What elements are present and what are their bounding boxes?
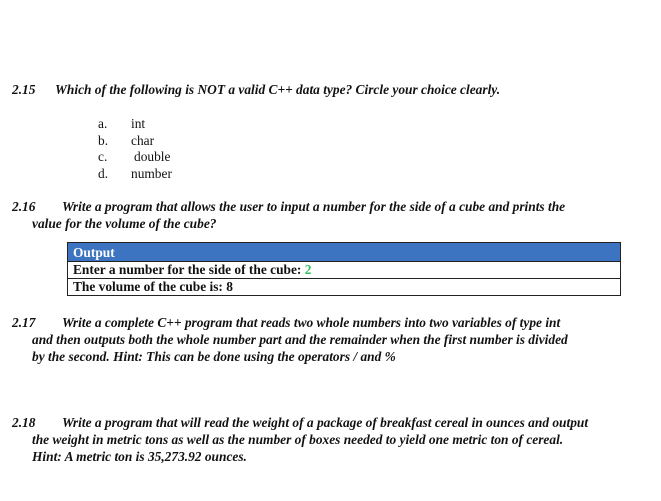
question-text-line-2: the weight in metric tons as well as the number of boxes needed to yield one metric ton of cereal. xyxy=(32,432,564,447)
question-number: 2.18 xyxy=(12,415,36,430)
question-number: 2.17 xyxy=(12,315,36,330)
choice-a xyxy=(98,116,172,133)
output-prompt-line xyxy=(68,262,620,279)
question-text-line-1: Write a complete C++ program that reads two whole numbers into two variables of type int xyxy=(62,315,561,330)
answer-choices xyxy=(98,116,172,182)
question-text-line-2: and then outputs both the whole number part and the remainder when the first number is divided xyxy=(32,332,568,347)
choice-letter: d. xyxy=(98,165,109,181)
question-text-line-3: by the second. Hint: This can be done using the operators / and % xyxy=(32,349,396,364)
question-2-15 xyxy=(12,81,500,98)
output-user-input: 2 xyxy=(304,262,312,277)
choice-letter: c. xyxy=(98,149,108,164)
question-text-line-1: Write a program that allows the user to input a number for the side of a cube and prints the xyxy=(62,199,566,214)
output-result-line: The volume of the cube is: 8 xyxy=(73,279,233,294)
question-text-line-3: Hint: A metric ton is 35,273.92 ounces. xyxy=(32,449,247,464)
question-2-18 xyxy=(12,414,622,465)
choice-letter: b. xyxy=(98,132,109,148)
choice-text: number xyxy=(131,165,172,181)
question-text-line-2: value for the volume of the cube? xyxy=(32,216,217,231)
question-2-17 xyxy=(12,314,622,365)
question-2-16 xyxy=(12,198,617,232)
question-number: 2.15 xyxy=(12,82,36,97)
choice-text: int xyxy=(131,116,146,131)
choice-d xyxy=(98,166,172,183)
output-header: Output xyxy=(68,243,620,262)
question-text-line-1: Write a program that will read the weight of a package of breakfast cereal in ounces and output xyxy=(62,415,589,430)
choice-c xyxy=(98,149,172,166)
choice-letter: a. xyxy=(98,116,108,131)
choice-text: char xyxy=(131,132,155,148)
output-prompt: Enter a number for the side of the cube: xyxy=(73,262,302,277)
question-number: 2.16 xyxy=(12,199,36,214)
choice-b xyxy=(98,133,172,150)
question-text: Which of the following is NOT a valid C++ data type? Circle your choice clearly. xyxy=(55,82,501,97)
choice-text: double xyxy=(134,149,171,164)
output-box xyxy=(67,242,621,296)
